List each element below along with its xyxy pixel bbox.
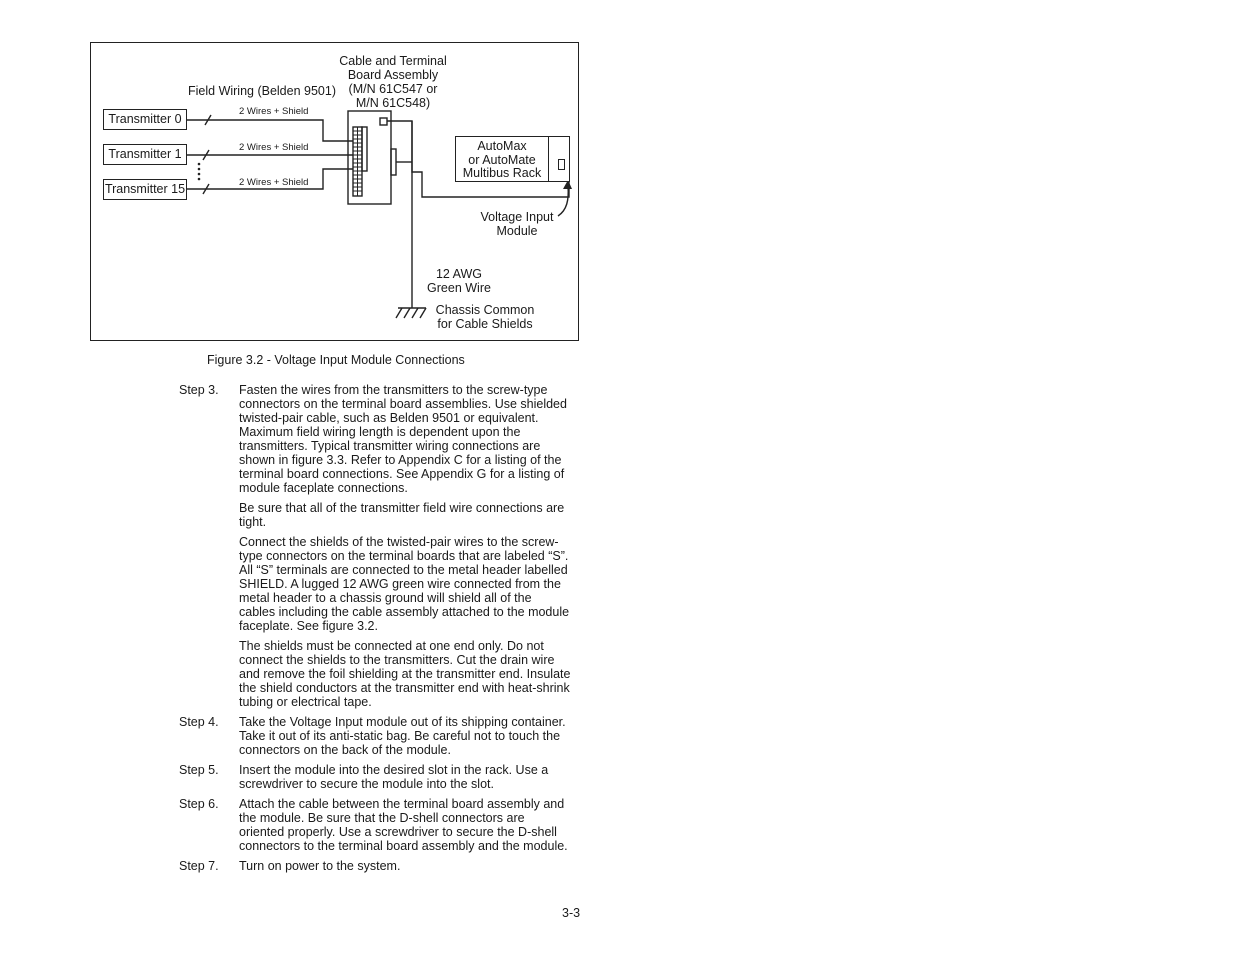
- wire-label-15: 2 Wires + Shield: [239, 177, 309, 188]
- step-4: [179, 715, 571, 757]
- step-7: [179, 859, 571, 873]
- transmitter-1-box: Transmitter 1: [103, 144, 187, 165]
- step-3: [179, 383, 571, 495]
- step-label: Step 3.: [179, 383, 219, 397]
- module-connector: [558, 159, 565, 170]
- transmitter-0-box: Transmitter 0: [103, 109, 187, 130]
- voltage-module-arrow: [558, 186, 568, 216]
- green-wire-label: 12 AWG Green Wire: [427, 267, 491, 295]
- step-paragraph: Fasten the wires from the transmitters to the screw-type connectors on the terminal board assemblies. Use shielded twisted-pair cable, such as Belden 9501 or equivalent. Maximum field wiring length is dependent upon the transmitters. Typical transmitter wiring connections are shown in figure 3.3. Refer to Appendix C for a listing of the terminal board connections. See Appendix G for a listing of module faceplate connections.: [239, 383, 567, 495]
- figure-caption: Figure 3.2 - Voltage Input Module Connections: [207, 353, 465, 367]
- continuation-dots: [198, 163, 201, 181]
- step-paragraph: Take the Voltage Input module out of its shipping container. Take it out of its anti-static bag. Be careful not to touch the connectors on the back of the module.: [239, 715, 566, 757]
- wire-transmitter-0: [186, 120, 353, 141]
- step-label: Step 5.: [179, 763, 219, 777]
- chassis-ground-symbol: [396, 308, 426, 318]
- side-connector: [391, 149, 396, 175]
- module-slot: [548, 137, 549, 181]
- step-label: Step 4.: [179, 715, 219, 729]
- step-paragraph: Be sure that all of the transmitter field wire connections are tight.: [239, 501, 565, 529]
- step-label: Step 7.: [179, 859, 219, 873]
- step-paragraph: Connect the shields of the twisted-pair wires to the screw-type connectors on the terminal boards that are labeled “S”. All “S” terminals are connected to the metal header labelled SHIELD. A lugged 12 AWG green wire connected from the metal header to a chassis ground will shield all of the cables including the cable assembly attached to the module faceplate. See figure 3.2.: [239, 535, 570, 633]
- transmitter-15-box: Transmitter 15: [103, 179, 187, 200]
- step-6: [179, 797, 571, 853]
- automax-rack-label: AutoMax or AutoMate Multibus Rack: [462, 139, 542, 180]
- step-paragraph: Turn on power to the system.: [239, 859, 401, 873]
- automax-rack-box: [455, 136, 570, 182]
- step-label: Step 6.: [179, 797, 219, 811]
- step-paragraph: The shields must be connected at one end only. Do not connect the shields to the transmitters. Cut the drain wire and remove the foil shielding at the transmitter end. Insulate the shield conductors at the transmitter end with heat-shrink tubing or electrical tape.: [239, 639, 571, 709]
- instruction-steps: [179, 383, 571, 879]
- step-paragraph: Insert the module into the desired slot in the rack. Use a screwdriver to secure the module into the slot.: [239, 763, 549, 791]
- wire-label-1: 2 Wires + Shield: [239, 142, 309, 153]
- step-5: [179, 763, 571, 791]
- page-number: 3-3: [562, 906, 581, 920]
- field-wiring-label: Field Wiring (Belden 9501): [188, 84, 336, 98]
- voltage-input-module-label: Voltage Input Module: [480, 210, 554, 238]
- wire-label-0: 2 Wires + Shield: [239, 106, 309, 117]
- step-paragraph: Attach the cable between the terminal board assembly and the module. Be sure that the D-shell connectors are oriented properly. Use a screwdriver to secure the D-shell connectors to the terminal board assembly and the module.: [239, 797, 568, 853]
- cable-assembly-label: Cable and Terminal Board Assembly (M/N 61C547 or M/N 61C548): [339, 54, 447, 110]
- chassis-common-label: Chassis Common for Cable Shields: [435, 303, 535, 331]
